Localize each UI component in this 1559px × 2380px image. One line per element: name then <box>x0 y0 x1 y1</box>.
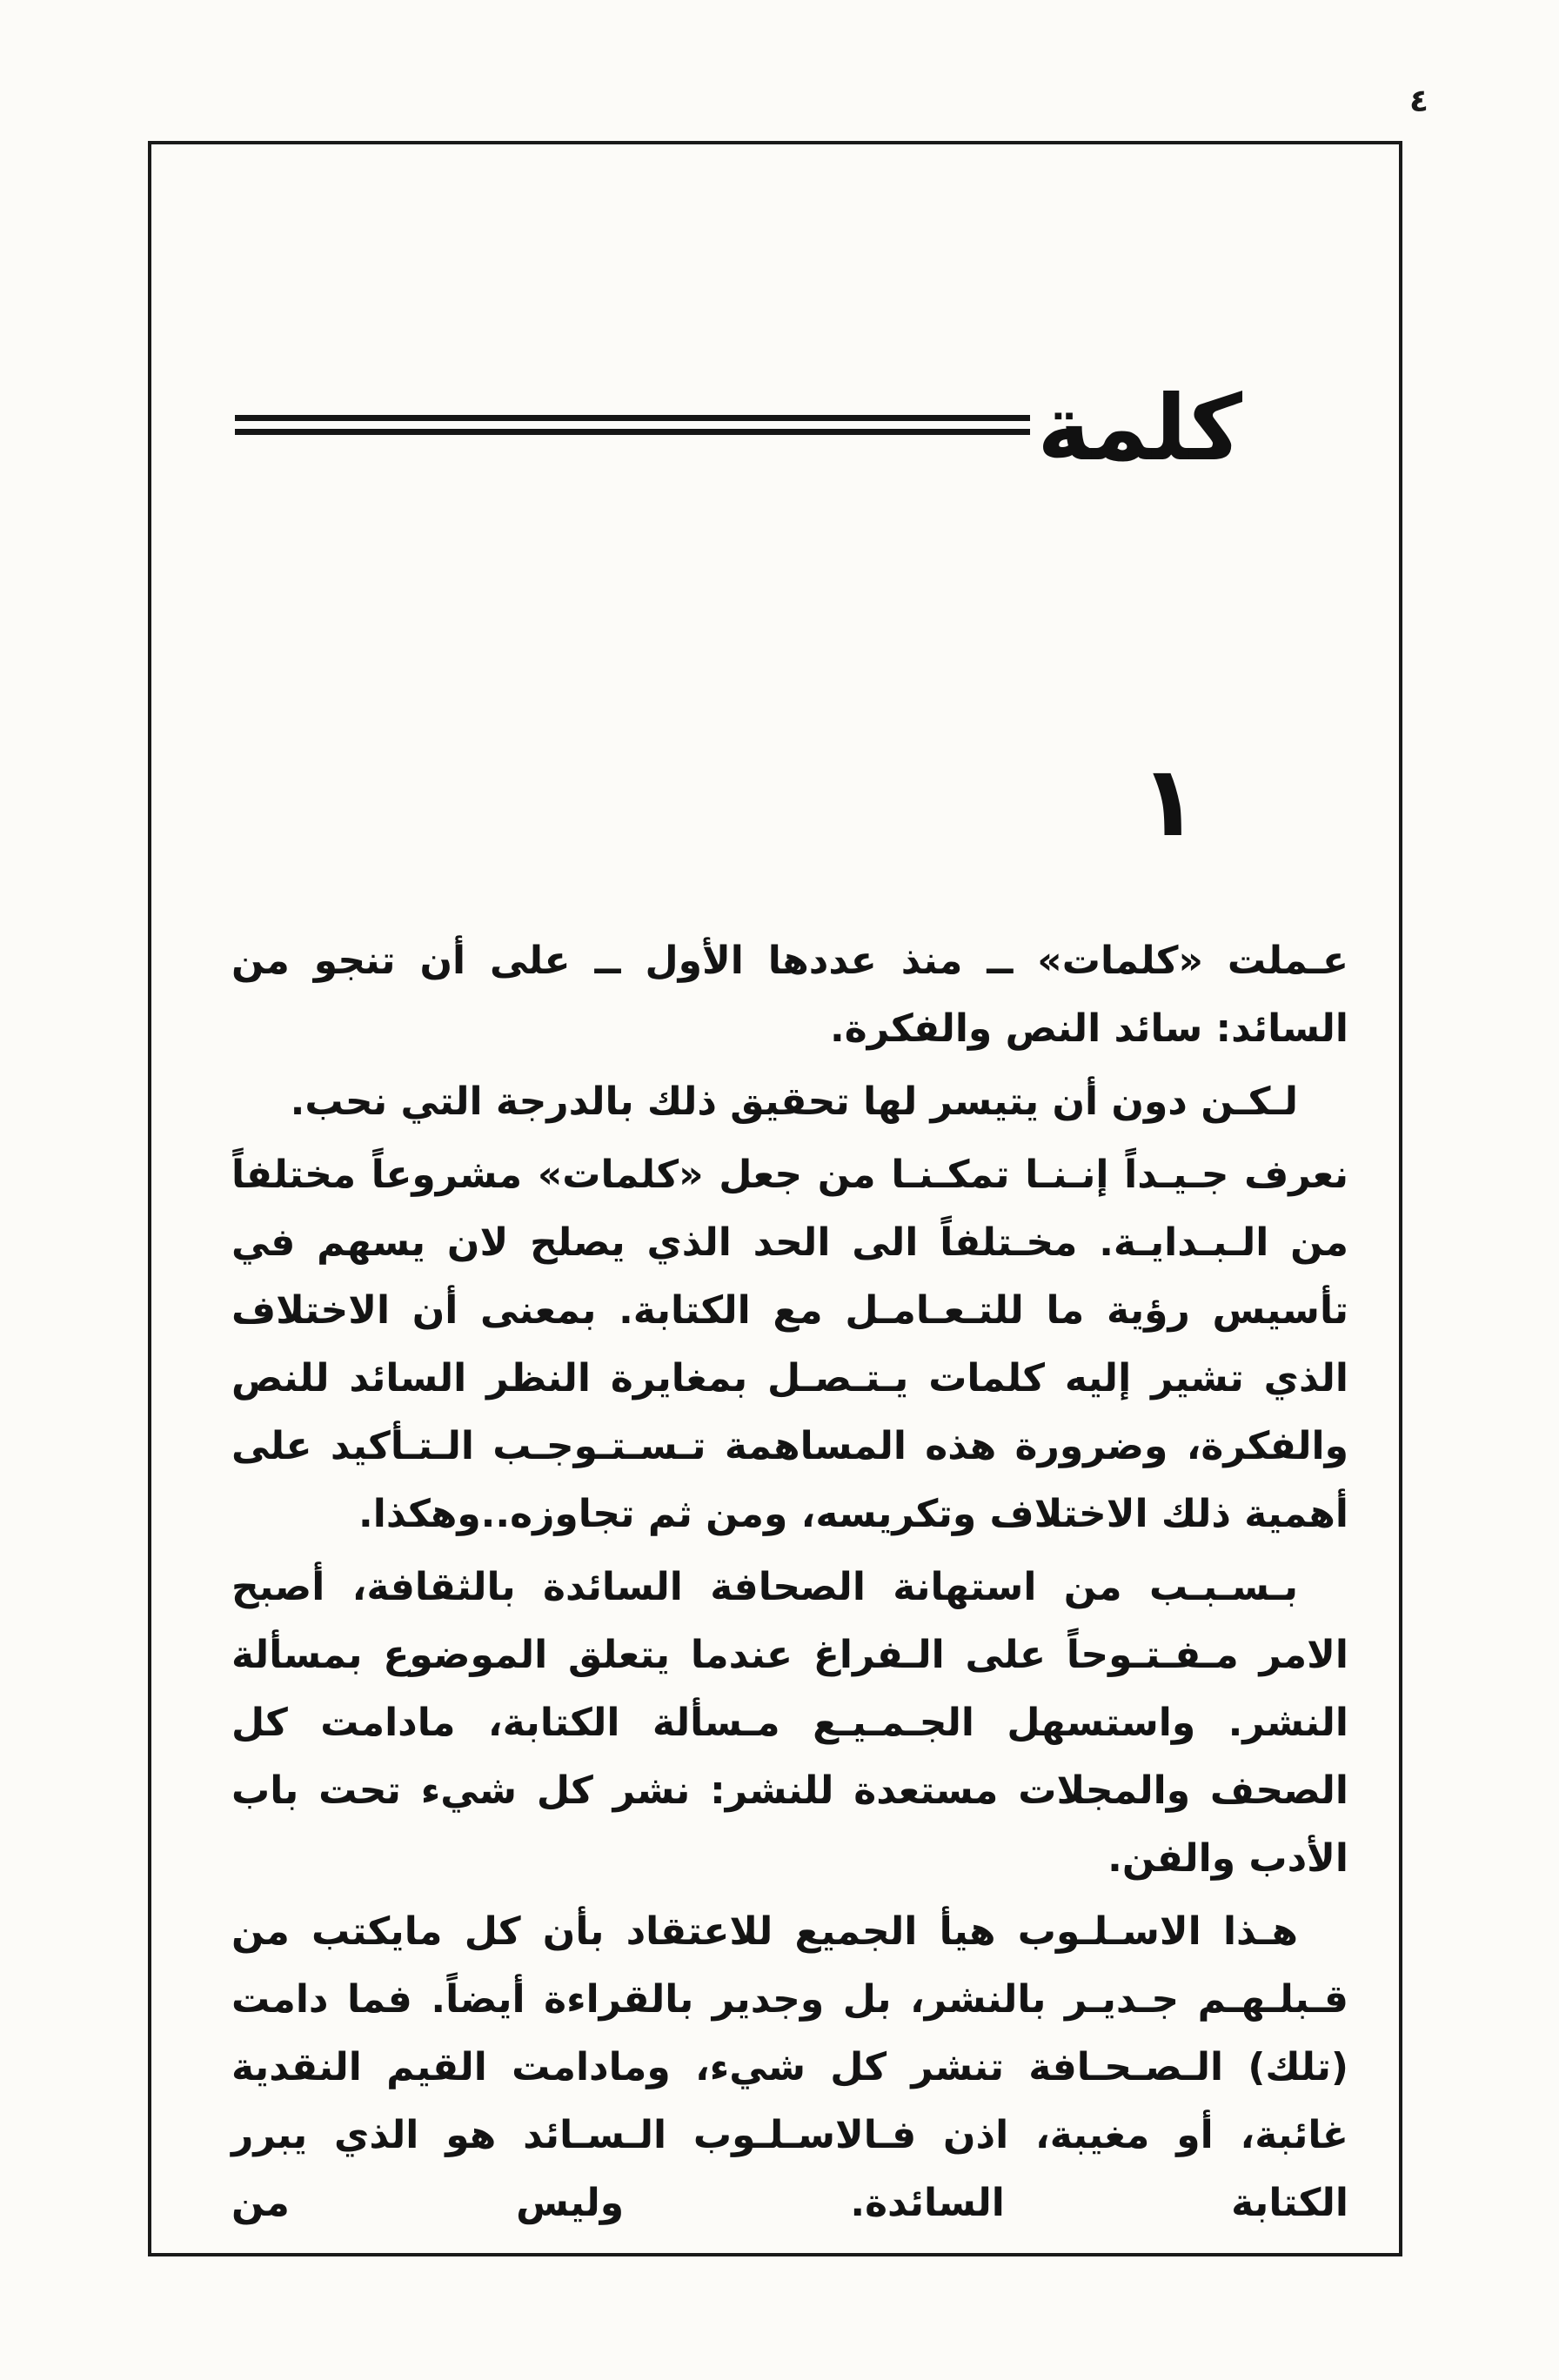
section-number: ١ <box>1139 745 1199 859</box>
paragraph-3: نعرف جـيـداً إنـنـا تمكـنـا من جعل «كلمات» مشروعاً مختلفاً من الـبـدايـة. مخـتلفاً الى الحد الذي يصلح لان يسهم في تأسيس رؤية ما للتـعـامـل مع الكتابة. بمعنى أن الاختلاف الذي تشير إليه كلمات يـتـصـل بمغايرة النظر السائد للنص والفكرة، وضرورة هذه المساهمة تـسـتـوجـب الـتـأكيد على أهمية ذلك الاختلاف وتكريسه، ومن ثم تجاوزه..وهكذا. <box>231 1153 1348 1536</box>
title-rule-bottom <box>235 429 1030 435</box>
chapter-title: كلمة <box>1037 375 1242 481</box>
page-border-frame <box>148 141 1402 2256</box>
title-double-rule <box>235 415 1030 435</box>
page-number: ٤ <box>1409 84 1429 119</box>
paragraph-4: بـسـبـب من استهانة الصحافة السائدة بالثقافة، أصبح الامر مـفـتـوحاً على الـفراغ عندما يتعلق الموضوع بمسألة النشر. واستسهل الجـمـيـع مـسألة الكتابة، مادامت كل الصحف والمجلات مستعدة للنشر: نشر كل شيء تحت باب الأدب والفن. <box>231 1565 1348 1881</box>
paragraph-1: عـملت «كلمات» ــ منذ عددها الأول ــ على أن تنجو من السائد: سائد النص والفكرة. <box>231 939 1348 1051</box>
paragraph-2: لـكـن دون أن يتيسر لها تحقيق ذلك بالدرجة التي نحب. <box>290 1080 1298 1124</box>
chapter-heading-row <box>235 375 1242 481</box>
body-text <box>231 927 1348 2243</box>
paragraph-5: هـذا الاسـلـوب هيأ الجميع للاعتقاد بأن كل مايكتب من قـبلـهـم جـديـر بالنشر، بل وجدير بالقراءة أيضاً. فما دامت (تلك) الـصـحـافة تنشر كل شيء، ومادامت القيم النقدية غائبة، أو مغيبة، اذن فـالاسـلـوب الـسـائد هو الذي يبرر الكتابة السائدة. وليس من <box>231 1909 1348 2225</box>
title-rule-top <box>235 415 1030 421</box>
